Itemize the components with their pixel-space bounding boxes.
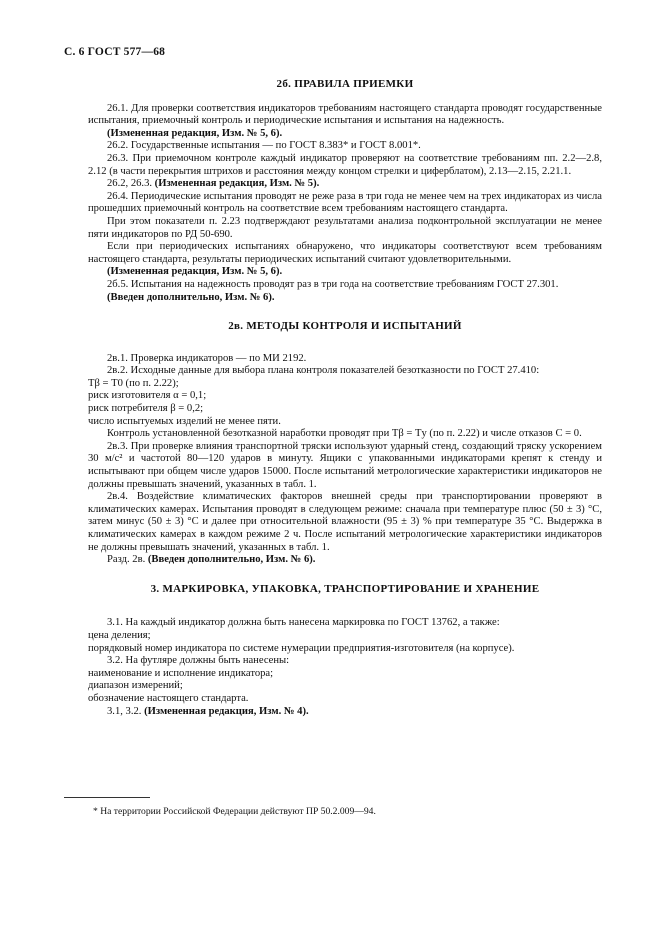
paragraph: 3.2. На футляре должны быть нанесены: <box>107 655 290 667</box>
section-heading-3: 3. МАРКИРОВКА, УПАКОВКА, ТРАНСПОРТИРОВАНИЕ И ХРАНЕНИЕ <box>150 582 540 595</box>
amendment-ref: Разд. 2в. <box>107 554 146 566</box>
amendment-note-line <box>88 706 602 719</box>
paragraph: 3.1. На каждый индикатор должна быть нанесена маркировка по ГОСТ 13762, а также: <box>107 617 500 629</box>
amendment-ref: 3.1, 3.2. <box>107 705 142 717</box>
paragraph: При этом показатели п. 2.23 подтверждают результатами анализа подконтрольной эксплуатации не менее пяти индикаторов по РД 50-690. <box>88 215 602 240</box>
amendment-ref: 26.2, 26.3. <box>107 178 153 190</box>
amendment-note: (Измененная редакция, Изм. № 5, 6). <box>107 266 283 278</box>
paragraph: 26.1. Для проверки соответствия индикаторов требованиям настоящего стандарта проводят государственные испытания, приемочный контроль и периодические испытания и испытания на надежность. <box>88 102 602 127</box>
list-item: цена деления; <box>88 629 151 641</box>
amendment-note: (Измененная редакция, Изм. № 5). <box>152 178 320 190</box>
formula-line: Tβ = T0 (по п. 2.22); <box>88 377 179 389</box>
list-item: наименование и исполнение индикатора; <box>88 667 274 679</box>
list-item: обозначение настоящего стандарта. <box>88 692 249 704</box>
paragraph: 2в.2. Исходные данные для выбора плана контроля показателей безотказности по ГОСТ 27.410: <box>107 365 540 377</box>
amendment-note: (Введен дополнительно, Изм. № 6). <box>107 291 275 303</box>
paragraph: 26.4. Периодические испытания проводят не реже раза в три года не менее чем на трех индикаторах из числа прошедших приемочный контроль на соответствие всем требованиям настоящего стандарта. <box>88 190 602 215</box>
list-item: риск потребителя β = 0,2; <box>88 403 204 415</box>
list-item: число испытуемых изделий не менее пяти. <box>88 415 281 427</box>
amendment-note-line <box>88 554 602 567</box>
footnote-divider <box>64 797 150 798</box>
list-item: порядковый номер индикатора по системе нумерации предприятия-изготовителя (на корпусе). <box>88 642 515 654</box>
paragraph: 2в.4. Воздействие климатических факторов внешней среды при транспортировании проверяют в климатических камерах. Испытания проводят в следующем режиме: сначала при температуре плюс (50 ± 3) °С, затем минус (50 ± 3) °С и далее при относительной влажности (95 ± 3) % при температуре 35 °С. Выдержка в климатических камерах в каждом режиме 2 ч. После испытаний метрологические характеристики индикаторов не должны превышать значений, указанных в табл. 1. <box>88 491 602 553</box>
page-header: С. 6 ГОСТ 577—68 <box>64 46 166 58</box>
paragraph: 26.2. Государственные испытания — по ГОСТ 8.383* и ГОСТ 8.001*. <box>107 140 421 152</box>
amendment-note: (Измененная редакция, Изм. № 5, 6). <box>107 127 283 139</box>
list-item: диапазон измерений; <box>88 680 183 692</box>
section-heading-2v: 2в. МЕТОДЫ КОНТРОЛЯ И ИСПЫТАНИЙ <box>228 320 462 333</box>
amendment-note: (Измененная редакция, Изм. № 4). <box>141 705 309 717</box>
paragraph: Контроль установленной безотказной наработки проводят при Tβ = Tу (по п. 2.22) и числе отказов C = 0. <box>107 428 582 440</box>
amendment-note-line <box>88 178 602 191</box>
document-body <box>88 76 602 718</box>
footnote: * На территории Российской Федерации действуют ПР 50.2.009—94. <box>93 806 376 817</box>
paragraph: 2в.3. При проверке влияния транспортной тряски используют ударный стенд, создающий тряску ускорением 30 м/с² и частотой 80—120 ударов в минуту. Ящики с упакованными индикаторами крепят к стенду и испытывают при общем числе ударов 15000. После испытаний метрологические характеристики индикаторов не должны превышать значений, указанных в табл. 1. <box>88 440 602 490</box>
paragraph: 2в.1. Проверка индикаторов — по МИ 2192. <box>107 352 307 364</box>
paragraph: 26.3. При приемочном контроле каждый индикатор проверяют на соответствие требованиям пп. 2.2—2.8, 2.12 (в части перекрытия штрихов и расстояния между концом стрелки и циферблатом), 2.13—2.15, 2.21.1. <box>88 152 602 177</box>
amendment-note: (Введен дополнительно, Изм. № 6). <box>145 554 316 566</box>
list-item: риск изготовителя α = 0,1; <box>88 390 207 402</box>
paragraph: Если при периодических испытаниях обнаружено, что индикаторы соответствуют всем требованиям настоящего стандарта, результаты периодических испытаний считают удовлетворительными. <box>88 241 602 265</box>
section-heading-2b: 2б. ПРАВИЛА ПРИЕМКИ <box>276 78 414 90</box>
paragraph: 2б.5. Испытания на надежность проводят раз в три года на соответствие требованиям ГОСТ 27.301. <box>107 278 559 290</box>
